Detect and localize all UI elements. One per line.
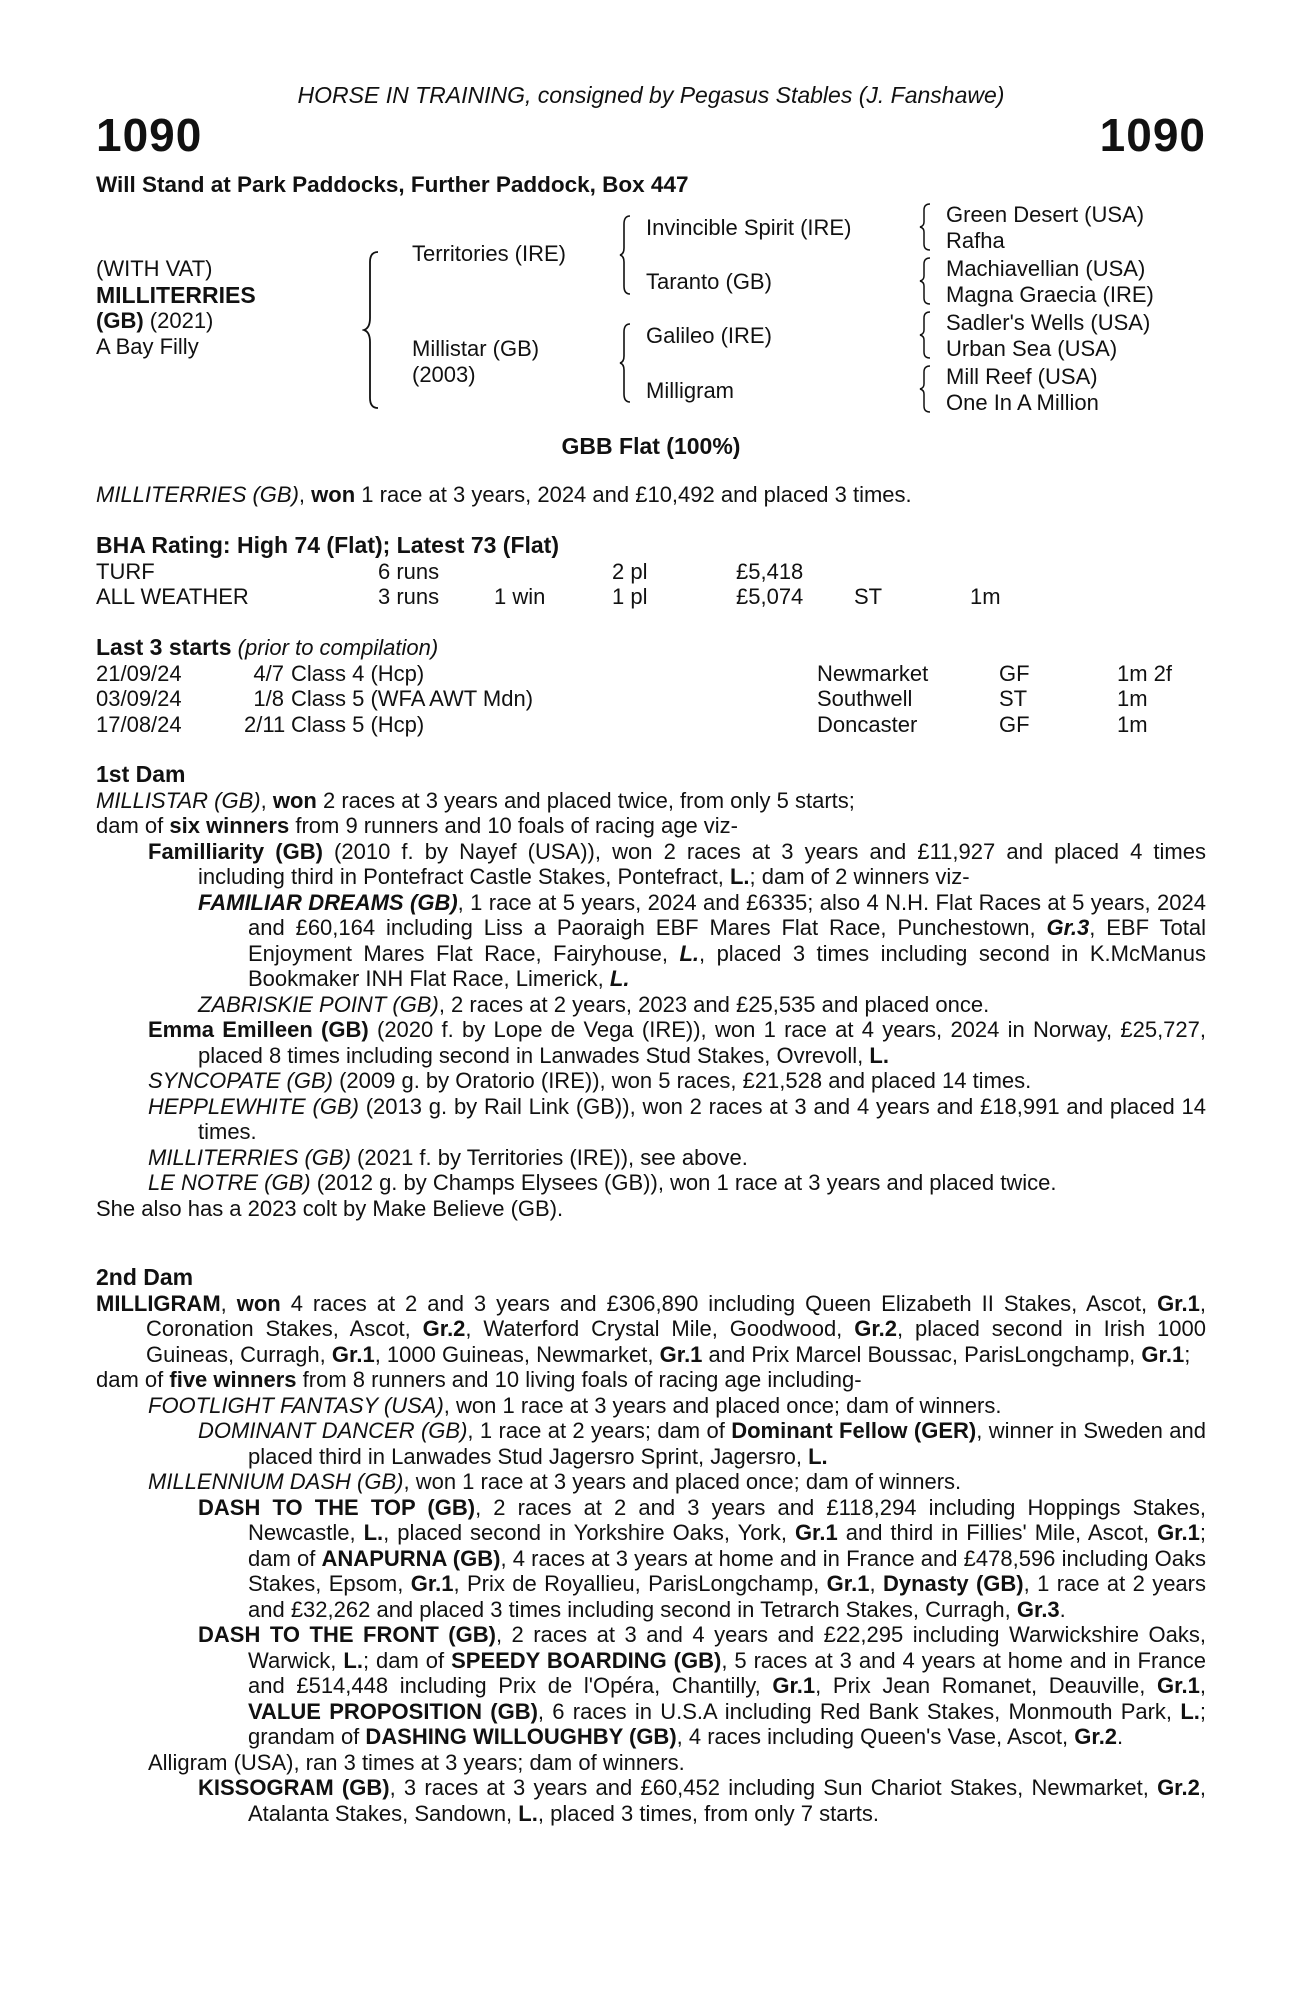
listed-label: L. xyxy=(609,966,630,991)
group-label: Gr.1 xyxy=(331,1341,375,1367)
pedigree-horse xyxy=(96,256,256,360)
progeny-entry xyxy=(96,1145,1206,1171)
progeny-entry xyxy=(96,1393,1206,1419)
ped-gen3-7: Mill Reef (USA) xyxy=(946,364,1098,389)
brace-g3-4 xyxy=(918,364,932,414)
start-race: Class 5 (WFA AWT Mdn) xyxy=(291,686,534,711)
progeny-name: DASHING WILLOUGHBY (GB) xyxy=(365,1724,677,1749)
ped-gen2-4: Milligram xyxy=(646,378,734,403)
text: (2012 g. by Champs Elysees (GB)), won 1 race at 3 years and placed twice. xyxy=(310,1170,1057,1195)
ped-gen3-6: Urban Sea (USA) xyxy=(946,336,1118,361)
start-distance: 1m xyxy=(1117,686,1148,711)
text: ; xyxy=(1184,1341,1191,1367)
group-label: Gr.1 xyxy=(1157,1673,1200,1698)
group-label: Gr.1 xyxy=(1141,1341,1185,1367)
group-label: Gr.2 xyxy=(1074,1724,1118,1749)
summary-rest: 1 race at 3 years, 2024 and £10,492 and placed 3 times. xyxy=(355,482,912,507)
progeny-entry xyxy=(96,1068,1206,1094)
text: , winner in Sweden and placed third in Lanwades Stud Jagersro Sprint, Jagersro, xyxy=(248,1418,1206,1469)
text: dam of xyxy=(96,1367,170,1392)
progeny-name: FAMILIAR DREAMS (GB) xyxy=(198,889,458,915)
listed-label: L. xyxy=(729,864,750,889)
summary-sep: , xyxy=(298,482,312,507)
gbb-label: GBB Flat (100%) xyxy=(561,433,741,459)
text: , Waterford Crystal Mile, Goodwood, xyxy=(465,1316,855,1341)
text: 4 races at 2 and 3 years and £306,890 including Queen Elizabeth II Stakes, Ascot, xyxy=(280,1290,1158,1316)
ped-gen2-3: Galileo (IRE) xyxy=(646,323,772,348)
last-starts-section xyxy=(96,635,1206,737)
start-row xyxy=(96,686,1206,712)
text: 2 races at 3 years and placed twice, from only 5 starts; xyxy=(316,787,855,813)
start-course: Southwell xyxy=(817,686,913,711)
bha-runs: 6 runs xyxy=(378,558,440,584)
text: , 1000 Guineas, Newmarket, xyxy=(374,1341,660,1367)
group-label: Gr.3 xyxy=(1016,1596,1060,1622)
dam-name xyxy=(412,336,539,388)
text: , 4 races at 3 years at home and in France and £478,596 including Oaks Stakes, Epsom, xyxy=(248,1545,1206,1596)
progeny-entry xyxy=(96,1418,1206,1469)
group-label: Gr.1 xyxy=(772,1673,816,1698)
race-summary xyxy=(96,482,1206,508)
listed-label: L. xyxy=(869,1042,889,1068)
text: , placed second in Irish 1000 Guineas, Curragh, xyxy=(146,1316,1206,1367)
ped-gen3-1: Green Desert (USA) xyxy=(946,202,1145,227)
summary-won: won xyxy=(311,482,356,507)
bha-wins: 1 win xyxy=(494,584,546,609)
start-going: ST xyxy=(999,686,1028,711)
brace-g3-1 xyxy=(918,202,932,252)
text: (2013 g. by Rail Link (GB)), won 2 races at 3 and 4 years and £18,991 and placed 14 times. xyxy=(198,1093,1206,1144)
brace-g3-2 xyxy=(918,256,932,306)
text: from 8 runners and 10 living foals of racing age including- xyxy=(296,1367,862,1392)
text: ; dam of xyxy=(248,1520,1206,1571)
text: , placed 3 times, from only 7 starts. xyxy=(537,1800,879,1826)
text: . xyxy=(1059,1596,1066,1622)
progeny-name: SPEEDY BOARDING (GB) xyxy=(451,1647,722,1673)
progeny-entry xyxy=(96,1094,1206,1145)
listed-label: L. xyxy=(679,940,699,966)
text: ; dam of 2 winners viz- xyxy=(749,864,970,889)
start-row xyxy=(96,661,1206,687)
ped-gen2-2: Taranto (GB) xyxy=(646,269,772,294)
group-label: Gr.1 xyxy=(794,1520,838,1545)
first-dam-heading: 1st Dam xyxy=(96,761,186,787)
bha-surface: ALL WEATHER xyxy=(96,584,249,609)
bha-prize: £5,074 xyxy=(736,584,804,609)
last-starts-note: (prior to compilation) xyxy=(237,635,439,660)
text: , Prix Jean Romanet, Deauville, xyxy=(815,1673,1158,1698)
text: , xyxy=(869,1571,883,1596)
text: , 2 races at 2 years, 2023 and £25,535 and placed once. xyxy=(438,991,990,1017)
start-position: 2/11 xyxy=(244,711,286,737)
second-dam-entry xyxy=(96,1291,1206,1368)
group-label: Gr.1 xyxy=(826,1571,870,1596)
progeny-name: DASH TO THE FRONT (GB) xyxy=(198,1622,496,1647)
won-label: won xyxy=(272,787,317,813)
last-starts-heading: Last 3 starts xyxy=(96,634,232,660)
text: , 4 races including Queen's Vase, Ascot, xyxy=(676,1724,1075,1749)
bha-surface: TURF xyxy=(96,558,155,584)
text: , Atalanta Stakes, Sandown, xyxy=(248,1775,1206,1826)
start-going: GF xyxy=(999,660,1030,686)
text: (2021 f. by Territories (IRE)), see above. xyxy=(350,1144,748,1170)
progeny-entry xyxy=(96,1017,1206,1068)
text: , 2 races at 2 and 3 years and £118,294 including Hoppings Stakes, Newcastle, xyxy=(248,1494,1206,1545)
group-label: Gr.2 xyxy=(1157,1775,1200,1800)
text: ; dam of xyxy=(362,1647,452,1673)
text: , won 1 race at 3 years and placed once; dam of winners. xyxy=(443,1392,1002,1418)
text: , xyxy=(220,1290,237,1316)
progeny-name: Dominant Fellow (GER) xyxy=(731,1418,977,1443)
start-going: GF xyxy=(999,711,1030,737)
brace-main xyxy=(362,250,382,410)
horse-year: (2021) xyxy=(149,308,214,333)
progeny-entry xyxy=(96,890,1206,992)
second-dam-section xyxy=(96,1265,1206,1826)
summary-horse-name: MILLITERRIES (GB) xyxy=(96,482,299,507)
start-position: 4/7 xyxy=(253,660,284,686)
progeny-entry xyxy=(96,1775,1206,1826)
progeny-entry xyxy=(96,992,1206,1018)
text: , EBF Total Enjoyment Mares Flat Race, Fairyhouse, xyxy=(248,915,1207,966)
vat-label: (WITH VAT) xyxy=(96,256,213,281)
start-course: Doncaster xyxy=(817,711,918,737)
text: . xyxy=(1117,1724,1124,1749)
won-label: won xyxy=(236,1290,281,1316)
start-position: 1/8 xyxy=(253,686,284,711)
dam-year: (2003) xyxy=(412,362,476,387)
progeny-name: VALUE PROPOSITION (GB) xyxy=(248,1698,538,1724)
text: , xyxy=(1199,1673,1206,1698)
progeny-name: MILLENNIUM DASH (GB) xyxy=(148,1469,404,1494)
progeny-name: Emma Emilleen (GB) xyxy=(148,1017,369,1042)
text: , Prix de Royallieu, ParisLongchamp, xyxy=(453,1571,827,1596)
text: , 1 race at 5 years, 2024 and £6335; also 4 N.H. Flat Races at 5 years, 2024 and £60,164 including Liss a Paoraigh EBF Mares Flat Race, Punchestown, xyxy=(248,889,1206,940)
text: ; grandam of xyxy=(248,1698,1206,1749)
winners-count: six winners xyxy=(169,813,290,838)
first-dam-line xyxy=(96,788,1206,814)
dam-name: MILLIGRAM xyxy=(96,1290,221,1316)
text: and third in Fillies' Mile, Ascot, xyxy=(837,1520,1158,1545)
ped-gen3-5: Sadler's Wells (USA) xyxy=(946,310,1151,335)
progeny-name: LE NOTRE (GB) xyxy=(148,1170,311,1195)
progeny-name: MILLITERRIES (GB) xyxy=(148,1144,351,1170)
progeny-name: SYNCOPATE (GB) xyxy=(148,1068,333,1093)
text: , 6 races in U.S.A including Red Bank Stakes, Monmouth Park, xyxy=(537,1698,1181,1724)
bha-row-turf xyxy=(96,559,1206,585)
progeny-name: ANAPURNA (GB) xyxy=(321,1545,501,1571)
dam-of-line xyxy=(96,813,1206,839)
progeny-entry xyxy=(96,1622,1206,1750)
start-race: Class 4 (Hcp) xyxy=(291,660,425,686)
bha-pl: 1 pl xyxy=(612,584,648,609)
text: , Coronation Stakes, Ascot, xyxy=(146,1290,1206,1341)
progeny-entry xyxy=(96,1469,1206,1495)
progeny-entry xyxy=(96,839,1206,890)
dam-name: MILLISTAR (GB) xyxy=(96,787,261,813)
also-has-line: She also has a 2023 colt by Make Believe (GB). xyxy=(96,1195,564,1221)
bha-runs: 3 runs xyxy=(378,584,440,609)
bha-row-aw xyxy=(96,584,1206,610)
listed-label: L. xyxy=(808,1443,828,1469)
text: from 9 runners and 10 foals of racing age viz- xyxy=(289,813,739,838)
brace-sire xyxy=(618,214,632,296)
progeny-name: DASH TO THE TOP (GB) xyxy=(198,1494,476,1520)
bha-going: ST xyxy=(854,584,883,609)
first-dam-section xyxy=(96,762,1206,1221)
listed-label: L. xyxy=(363,1520,384,1545)
group-label: Gr.3 xyxy=(1046,915,1090,940)
start-course: Newmarket xyxy=(817,660,929,686)
text: (2009 g. by Oratorio (IRE)), won 5 races, £21,528 and placed 14 times. xyxy=(332,1068,1032,1093)
bha-section xyxy=(96,533,1206,610)
stand-location: Will Stand at Park Paddocks, Further Paddock, Box 447 xyxy=(96,172,689,197)
listed-label: L. xyxy=(343,1647,363,1673)
lot-number-left: 1090 xyxy=(96,109,203,161)
start-date: 17/08/24 xyxy=(96,711,182,737)
progeny-name: Dynasty (GB) xyxy=(882,1571,1024,1596)
progeny-name: KISSOGRAM (GB) xyxy=(198,1775,390,1800)
sire-name: Territories (IRE) xyxy=(412,241,567,266)
listed-label: L. xyxy=(518,1800,538,1826)
winners-count: five winners xyxy=(169,1367,297,1392)
text: dam of xyxy=(96,813,170,838)
consignment-line: HORSE IN TRAINING, consigned by Pegasus Stables (J. Fanshawe) xyxy=(297,82,1005,108)
progeny-name: FOOTLIGHT FANTASY (USA) xyxy=(148,1392,444,1418)
brace-dam xyxy=(618,322,632,404)
second-dam-heading: 2nd Dam xyxy=(96,1264,194,1290)
text: , placed second in Yorkshire Oaks, York, xyxy=(383,1520,795,1545)
lot-number-right: 1090 xyxy=(1099,109,1206,161)
bha-prize: £5,418 xyxy=(736,558,804,584)
listed-label: L. xyxy=(1180,1698,1200,1724)
ped-gen2-1: Invincible Spirit (IRE) xyxy=(646,215,852,240)
bha-dist: 1m xyxy=(970,584,1001,609)
text: , won 1 race at 3 years and placed once; dam of winners. xyxy=(403,1469,962,1494)
group-label: Gr.2 xyxy=(422,1316,466,1341)
text: , 3 races at 3 years and £60,452 including Sun Chariot Stakes, Newmarket, xyxy=(389,1775,1158,1800)
horse-description: A Bay Filly xyxy=(96,334,199,359)
group-label: Gr.1 xyxy=(1157,1520,1200,1545)
ped-gen3-8: One In A Million xyxy=(946,390,1099,415)
group-label: Gr.1 xyxy=(1157,1290,1200,1316)
ped-gen3-2: Rafha xyxy=(946,228,1005,253)
group-label: Gr.1 xyxy=(659,1341,703,1367)
dam-name-text: Millistar (GB) xyxy=(412,336,540,361)
group-label: Gr.2 xyxy=(854,1316,898,1341)
dam-of-line xyxy=(96,1367,1206,1393)
horse-name: MILLITERRIES xyxy=(96,282,256,308)
start-race: Class 5 (Hcp) xyxy=(291,711,425,737)
start-row xyxy=(96,712,1206,738)
start-distance: 1m xyxy=(1117,711,1148,737)
horse-origin: (GB) xyxy=(96,308,144,333)
text: , xyxy=(260,787,273,813)
group-label: Gr.1 xyxy=(410,1571,454,1596)
progeny-name: HEPPLEWHITE (GB) xyxy=(148,1093,359,1119)
progeny-name: DOMINANT DANCER (GB) xyxy=(198,1418,468,1443)
text: , 1 race at 2 years and £32,262 and placed 3 times including second in Tetrarch Stakes, Curragh, xyxy=(248,1571,1206,1622)
text: , 5 races at 3 and 4 years at home and in France and £514,448 including Prix de l'Opéra, Chantilly, xyxy=(248,1647,1207,1698)
text: , placed 3 times including second in K.McManus Bookmaker INH Flat Race, Limerick, xyxy=(248,940,1206,991)
progeny-entry: Alligram (USA), ran 3 times at 3 years; dam of winners. xyxy=(148,1749,685,1775)
start-date: 21/09/24 xyxy=(96,660,182,686)
progeny-entry xyxy=(96,1170,1206,1196)
ped-gen3-3: Machiavellian (USA) xyxy=(946,256,1146,281)
brace-g3-3 xyxy=(918,310,932,360)
start-distance: 1m 2f xyxy=(1117,660,1173,686)
ped-gen3-4: Magna Graecia (IRE) xyxy=(946,282,1154,307)
bha-pl: 2 pl xyxy=(612,558,648,584)
progeny-name: ZABRISKIE POINT (GB) xyxy=(198,991,439,1017)
text: (2010 f. by Nayef (USA)), won 2 races at 3 years and £11,927 and placed 4 times including third in Pontefract Castle Stakes, Pontefract, xyxy=(198,838,1206,889)
text: , 1 race at 2 years; dam of xyxy=(467,1418,732,1443)
text: and Prix Marcel Boussac, ParisLongchamp, xyxy=(702,1341,1142,1367)
bha-heading: BHA Rating: High 74 (Flat); Latest 73 (Flat) xyxy=(96,532,559,558)
text: (2020 f. by Lope de Vega (IRE)), won 1 race at 4 years, 2024 in Norway, £25,727, placed 8 times including second in Lanwades Stud Stakes, Ovrevoll, xyxy=(198,1017,1207,1068)
start-date: 03/09/24 xyxy=(96,686,182,711)
progeny-entry xyxy=(96,1495,1206,1623)
progeny-name: Familliarity (GB) xyxy=(148,838,323,864)
text: , 2 races at 3 and 4 years and £22,295 including Warwickshire Oaks, Warwick, xyxy=(248,1622,1206,1673)
